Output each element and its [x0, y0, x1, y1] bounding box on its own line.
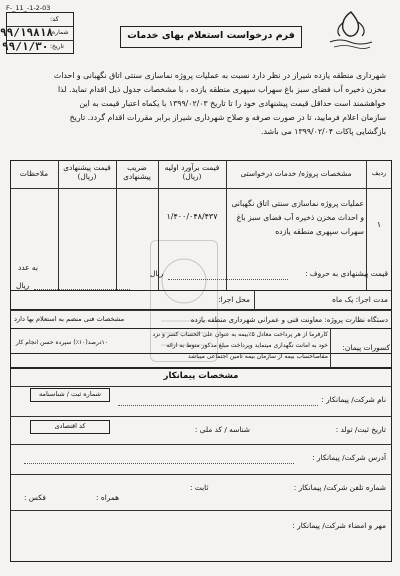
mobile-label: همراه :: [96, 493, 120, 502]
contractor-title: مشخصات پیمانکار: [163, 371, 239, 381]
fixed-phone-label: ثابت :: [190, 483, 209, 492]
form-title: فرم درخواست استعلام بهای خدمات: [127, 30, 295, 41]
col-coef-header: ضریب پیشنهادی: [123, 163, 151, 181]
col-row-header: ردیف: [371, 169, 387, 177]
phone-label: شماره تلفن شرکت/ پیمانکار :: [293, 483, 386, 492]
intro-line-3: خواهشمند است حداقل قیمت پیشنهادی خود را تا تاریخ ۱۳۹۹/۰۲/۰۳ با یکماه اعتبار قیمت به این: [79, 99, 386, 108]
registration-number-label: شماره ثبت / شناسنامه: [38, 390, 101, 398]
contractor-name-label: نام شرکت/ پیمانکار :: [321, 395, 386, 404]
signature-label: مهر و امضاء شرکت/ پیمانکار :: [292, 521, 386, 530]
intro-line-2: مخزن ذخیره آب فضای سبز باغ سهراب سپهری منطقه یازده ، با مشخصات جدول ذیل اقدام نماید. لذا: [58, 85, 386, 94]
location: محل اجرا:: [218, 295, 250, 304]
supervisor: دستگاه نظارت پروژه: معاونت فنی و عمرانی شهرداری منطقه یازده: [190, 316, 388, 324]
code-label: کد:: [50, 15, 59, 23]
stamp: [150, 240, 218, 362]
national-id-label: شناسه / کد ملی :: [194, 425, 250, 434]
col-offer-price-header: قیمت پیشنهادی (ریال): [63, 163, 111, 181]
date-label: تاریخ:: [50, 43, 64, 50]
offer-letters-label: قیمت پیشنهادی به حروف :: [305, 269, 388, 278]
municipality-logo: [320, 8, 382, 52]
form-code: F-_11_-1-2-03: [6, 4, 51, 12]
intro-line-5: بازگشایی پاکات ۱۳۹۹/۰۲/۰۴ می باشد.: [260, 127, 386, 136]
number-label: شماره:: [50, 29, 69, 36]
deductions-line-2: خود به امانت نگهداری مینماید وپرداخت مبلغ مذکور منوط به ارائه: [166, 342, 328, 349]
deductions-line-1: کارفرما از هر پرداخت معادل ۵٪بیمه به عنوان علی الحساب کسر و نزد: [152, 331, 328, 338]
address-label: آدرس شرکت/ پیمانکار :: [312, 453, 386, 462]
economic-code-label: کد اقتصادی: [54, 422, 86, 430]
row-1-number: ۱: [376, 220, 382, 229]
offer-rial-2: ریال: [16, 281, 30, 290]
date-value: ۹۹/۱/۳۰: [2, 40, 49, 53]
intro-line-4: سازمان اعلام فرمایید، تا در صورت صرفه و صلاح شهرداری شیراز برابر مقررات اقدام گردد. تاریخ: [69, 113, 386, 122]
col-spec-header: مشخصات پروژه/ خدمات درخواستی: [240, 169, 352, 178]
row-1-spec-line-1: عملیات پروژه نماسازی سنتی اتاق نگهبانی: [231, 199, 364, 208]
registration-date-label: تاریخ ثبت/ تولد :: [335, 425, 386, 434]
number-value: ۹۹/۱۹۸۱۸: [0, 26, 53, 39]
row-1-spec-line-3: سهراب سپهری منطقه یازده: [275, 227, 364, 236]
supervisor-tail: مشخصات فنی منضم به استعلام بها دارد: [14, 315, 125, 323]
deductions-extra: ۱۰درصد(۱۰٪) سپرده حسن انجام کار: [15, 339, 108, 346]
fax-label: فکس :: [24, 493, 46, 502]
row-1-base-price: ۱/۴۰۰/۰۴۸/۴۳۷: [166, 212, 218, 221]
deductions-label: کسورات پیمان:: [342, 343, 390, 352]
col-base-price-header: قیمت برآورد اولیه (ریال): [164, 163, 220, 181]
offer-amount-label: به عدد: [18, 263, 38, 272]
duration: مدت اجرا: یک ماه: [332, 295, 388, 304]
col-notes-header: ملاحظات: [19, 169, 49, 178]
deductions-line-3: مفاصاحساب بیمه از سازمان بیمه تامین اجتماعی میباشد: [188, 353, 328, 360]
intro-line-1: شهرداری منطقه یازده شیراز در نظر دارد نسبت به عملیات پروژه نماسازی سنتی اتاق نگهبانی و احداث: [53, 71, 386, 80]
offer-rial-1: ریال: [150, 269, 164, 278]
row-1-spec-line-2: و احداث مخزن ذخیره آب فضای سبز باغ: [236, 213, 364, 222]
